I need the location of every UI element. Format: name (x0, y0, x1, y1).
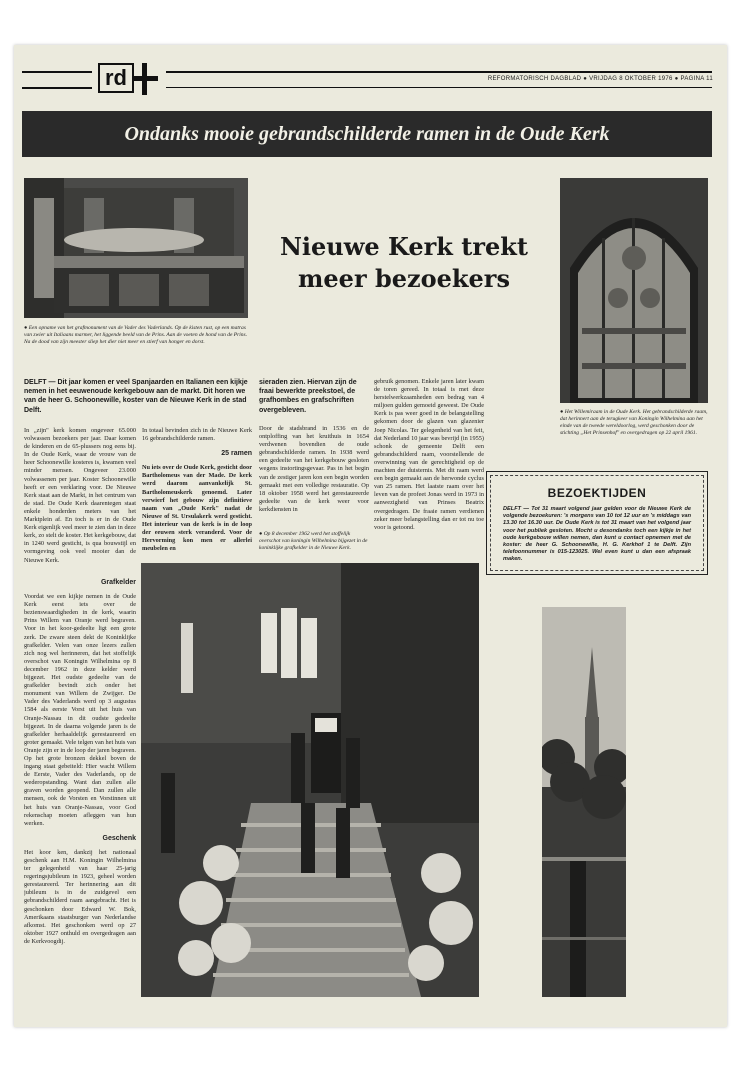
stained-glass-photo (560, 178, 708, 403)
column-1-top (24, 427, 136, 572)
funeral-caption: ● Op 8 december 1962 werd het stoffelijk overschot van koningin Wilhelmina bijgezet in de koninklijke grafkelder in de Nieuwe Kerk. (259, 531, 368, 551)
article-intro-continued: sieraden zien. Hiervan zijn de fraai bewerkte preekstoel, de grafhombes en grafschriften overgebleven. (259, 379, 357, 414)
tomb-photo (24, 178, 248, 318)
grafkelder-paragraph: Voordat we een kijkje nemen in de Oude Kerk eerst iets over de bezienswaardigheden in de kerk, waarin Prins Willem van Oranje werd begraven. Voor in het koor-gedeelte ligt een grote zerk. De zware steen dekt de Koninklijke grafkelder. Velen van onze lezers zullen zich nog wel herinneren, dat het stoffelijk overschot van Koningin Wilhelmina op 8 december 1962 in deze kelder werd bijgezet. Het oudste gedeelte van de grafkelder bevindt zich onder het monument van Willem de Zwijger. De Vader des Vaderlands werd op 3 augustus 1584 als eerste Vorst uit het huis van Oranje-Nassau in dit oudste gedeelte bijgezet. In de daarna volgende jaren is de grafkelder herhaaldelijk gerestaureerd en groter gemaakt. Vele telgen van het huis van Oranje zijn er in de loop der jaren begraven. Op het grote bronzen dekkel boven de ingang staat gebeiteld: Hier wacht Willem de Eerste, Vader des Vaderlands, op de wederopstanding. Want dan zullen alle graven worden geopend. Dan zullen alle mensen, ook de Vorsten en Vorstinnen uit het huis van Oranje-Nassau, voor God rekenschap moeten afleggen van hun werken. (24, 593, 136, 827)
column-3-paragraph: Door de stadsbrand in 1536 en de ontploffing van het kruithuis in 1654 verdwenen bovendien de oude gebrandschilderde ramen. In 1938 werd een gedeelte van het kerkgebouw gesloten wegens instortingsgevaar. Pas in het begin van de zestiger jaren kon een begin worden gemaakt met een volledige restauratie. Op 18 oktober 1958 werd het gerestaureerde gedeelte van de kerk weer voor kerkdiensten in (259, 425, 369, 513)
masthead-rule-left-lower (22, 87, 92, 89)
column-4 (374, 378, 484, 539)
window-caption: ● Het Willemiraam in de Oude Kerk. Het gebrandschilderde raam, dat herinnert aan de terugkeer van Koningin Wilhelmina aan het einde van de tweede wereldoorlog, werd geschonken door de stichting „Het Prinsenhof" en overgedragen op 22 april 1961. (560, 409, 708, 436)
funeral-photo (141, 563, 479, 997)
tower-photo (542, 607, 626, 997)
column-2-top (142, 427, 252, 560)
bezoektijden-box (486, 471, 708, 575)
banner-title: Ondanks mooie gebrandschilderde ramen in de Oude Kerk (124, 122, 610, 145)
masthead-rule-right (166, 71, 712, 73)
headline-line-2: meer bezoekers (298, 264, 510, 293)
newspaper-page (14, 45, 727, 1027)
masthead-rule-left (22, 71, 92, 73)
tomb-caption: ● Een opname van het grafmonument van de Vader des Vaderlands. Op de kisten rust, op een matras van zwier uit Italiaans marmer, het liggende beeld van de Prins. Aan de voeten de hond van de Prins. Na de dood van zijn meester sliep het dier niet meer en stierf van honger en dorst. (24, 325, 248, 345)
bezoektijden-title: BEZOEKTIJDEN (547, 486, 647, 500)
section-banner (22, 111, 712, 157)
geschenk-paragraph: Het koor ken, dankzij het nationaal geschenk aan H.M. Koningin Wilhelmina ter gelegenheid van haar 25-jarig regeringsjubileum in 1923, geheel worden gerestaureerd. Ter herinnering aan dit jubileum is in de zuidgevel een gebrandschilderd raam aangebracht. Het is geschonken door Edward W. Bok, Amerikaans staatsburger van Nederlandse afkomst. Het geschonken werd op 27 oktober 1927 onthuld en overgedragen aan de Kerkvoogdij. (24, 848, 136, 945)
headline (254, 231, 554, 295)
subheading-geschenk: Geschenk (102, 834, 136, 842)
rd-logo (98, 63, 160, 95)
column-4-paragraph: gebruik genomen. Enkele jaren later kwam de toren gereed. In totaal is met deze herstelwerkzaamheden een bedrag van 4 miljoen gulden gemoeid geweest. De Oude Kerk is pas weer goed in de belangstelling gekomen door de glazen van glazenier Joep Nicolas. Ter gelegenheid van het feit, dat Nederland 10 jaar was bevrijd (in 1955) schonk de gemeente Delft een gebrandschilderd raam, voorstellende de overwinning van de gerechtigheid op de machten der duisternis. Met dit raam werd een begin gemaakt aan de herwonde cyclus van 25 ramen. Het laatste raam over het leven van de profeet Jonas werd in 1973 in aanwezigheid van Prinses Beatrix overgedragen. De fraaie ramen verdienen zeker meer belangstelling dan er tot nu toe voor is getoond. (374, 378, 484, 531)
bezoektijden-text: DELFT — Tot 31 maart volgend jaar gelden voor de Nieuwe Kerk de volgende bezoekuren: 's morgens van 10 tot 12 uur en 's middags van 13.30 tot 16.30 uur. De Oude Kerk is tot 31 maart van het volgend jaar voor het publiek gesloten. Mocht u desondanks toch een kijkje in het oude kerkgebouw willen nemen, dan kunt u contact opnemen met de koster: de heer G. Schoonewille, H. G. Kerkhof 1 te Delft. Zijn telefoonnummer is 015-123025. Wel even kunt u dan een afspraak maken. (503, 506, 691, 563)
logo-text: rd (98, 63, 134, 93)
column-2-paragraph-a: In totaal bevinden zich in de Nieuwe Kerk 16 gebrandschilderde ramen. (142, 427, 252, 443)
page-info: REFORMATORISCH DAGBLAD ● VRIJDAG 8 OKTOBER 1976 ● PAGINA 11 (487, 76, 713, 82)
article-intro: DELFT — Dit jaar komen er veel Spanjaarden en Italianen een kijkje nemen in het eeuwenoude kerkgebouw aan de markt. Dit horen we van de heer G. Schoonewille, koster van de Nieuwe Kerk in de stad Delft. (24, 379, 248, 414)
column-1-bottom (24, 573, 136, 1023)
headline-line-1: Nieuwe Kerk trekt (279, 232, 528, 261)
masthead-rule-right-lower (166, 87, 712, 88)
subheading-25-ramen: 25 ramen (221, 450, 252, 458)
column-1-paragraph: In „zijn" kerk komen ongeveer 65.000 volwassen bezoekers per jaar. Daar komen de kinderen en de 65-plussers nog eens bij. In de Oude Kerk, waar de vrouw van de heer Schoonewille kosteres is, kwamen veel minder mensen. Ongeveer 23.000 volwassenen per jaar. Koster Schoonewille heeft er een verklaring voor. De Nieuwe Kerk staat aan de Markt, in het centrum van de stad. De Oude Kerk daarentegen staat enkele honderden meters van het Marktplein af. En toch is er in de Oude Kerk eigenlijk veel meer te zien dan in deze kerk, zo stelt de koster. Het kerkgebouw, dat in 1240 werd gesticht, is qua bouwstijl en vormgeving ook veel mooier dan de Nieuwe Kerk. (24, 427, 136, 564)
column-3-top (259, 425, 369, 521)
subheading-grafkelder: Grafkelder (100, 579, 136, 586)
column-2-paragraph-b: Nu iets over de Oude Kerk, gesticht door Bartholomeus van der Made. De kerk werd daarom aanvankelijk St. Bartholomeuskerk genoemd. Later verwierf het gebouw zijn definitieve naam van „Oude Kerk" nadat de Nieuwe of St. Ursulakerk werd gesticht. Het interieur van de kerk is in de loop der eeuwen sterk veranderd. Voor de Hervorming kon men er allerlei meubelen en (142, 464, 252, 553)
